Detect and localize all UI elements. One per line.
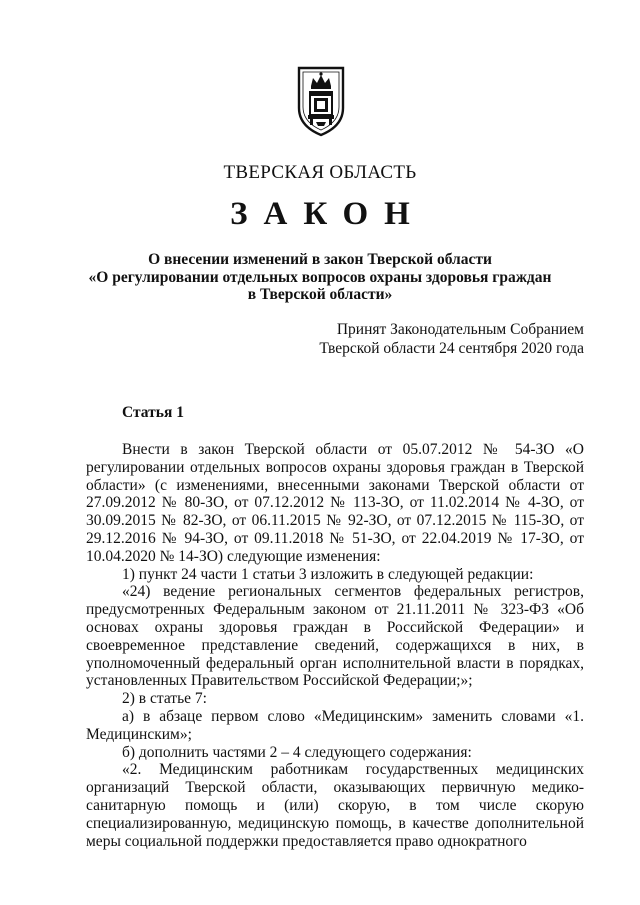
article-paragraph: б) дополнить частями 2 – 4 следующего содержания:	[122, 743, 472, 761]
article-title: Статья 1	[122, 404, 184, 421]
article-paragraph: «2. Медицинским работникам государственных медицинских организаций Тверской области, оказывающих первичную медико-санитарную помощь и (или) скорую, в том числе скорую специализированную, медицинскую помощь, в качестве дополнительной меры социальной поддержки предоставляется право однократного	[86, 761, 584, 850]
subtitle-line: в Тверской области»	[247, 286, 393, 303]
article-paragraph: «24) ведение региональных сегментов федеральных регистров, предусмотренных Федеральным законом от 21.11.2011 № 323-ФЗ «Об основах охраны здоровья граждан в Российской Федерации» и своевременное представление сведений, содержащихся в них, в уполномоченный федеральный орган исполнительной власти в порядках, установленных Правительством Российской Федерации;»;	[86, 583, 584, 690]
article-paragraph: 2) в статье 7:	[122, 690, 207, 708]
adoption-note	[284, 320, 584, 358]
adoption-line: Тверской области 24 сентября 2020 года	[319, 340, 584, 357]
article-paragraph: 1) пункт 24 части 1 статьи 3 изложить в следующей редакции:	[122, 565, 534, 583]
subtitle-line: О внесении изменений в закон Тверской области	[148, 251, 492, 268]
subtitle-line: «О регулировании отдельных вопросов охраны здоровья граждан	[88, 268, 552, 286]
article-paragraph: а) в абзаце первом слово «Медицинским» заменить словами «1. Медицинским»;	[86, 707, 584, 743]
law-subtitle	[60, 251, 580, 304]
coat-of-arms-emblem	[296, 64, 346, 138]
adoption-line: Принят Законодательным Собранием	[336, 321, 584, 338]
document-type-title: ЗАКОН	[230, 196, 426, 232]
region-name: ТВЕРСКАЯ ОБЛАСТЬ	[223, 162, 417, 183]
article-body	[86, 441, 584, 850]
article-paragraph: Внести в закон Тверской области от 05.07.2012 № 54-ЗО «О регулировании отдельных вопросов охраны здоровья граждан в Тверской области» (с изменениями, внесенными законами Тверской области от 27.09.2012 № 80-ЗО, от 07.12.2012 № 113-ЗО, от 11.02.2014 № 4-ЗО, от 30.09.2015 № 82-ЗО, от 06.11.2015 № 92-ЗО, от 07.12.2015 № 115-ЗО, от 29.12.2016 № 94-ЗО, от 09.11.2018 № 51-ЗО, от 22.04.2019 № 17-ЗО, от 10.04.2020 № 14-ЗО) следующие изменения:	[86, 441, 584, 565]
